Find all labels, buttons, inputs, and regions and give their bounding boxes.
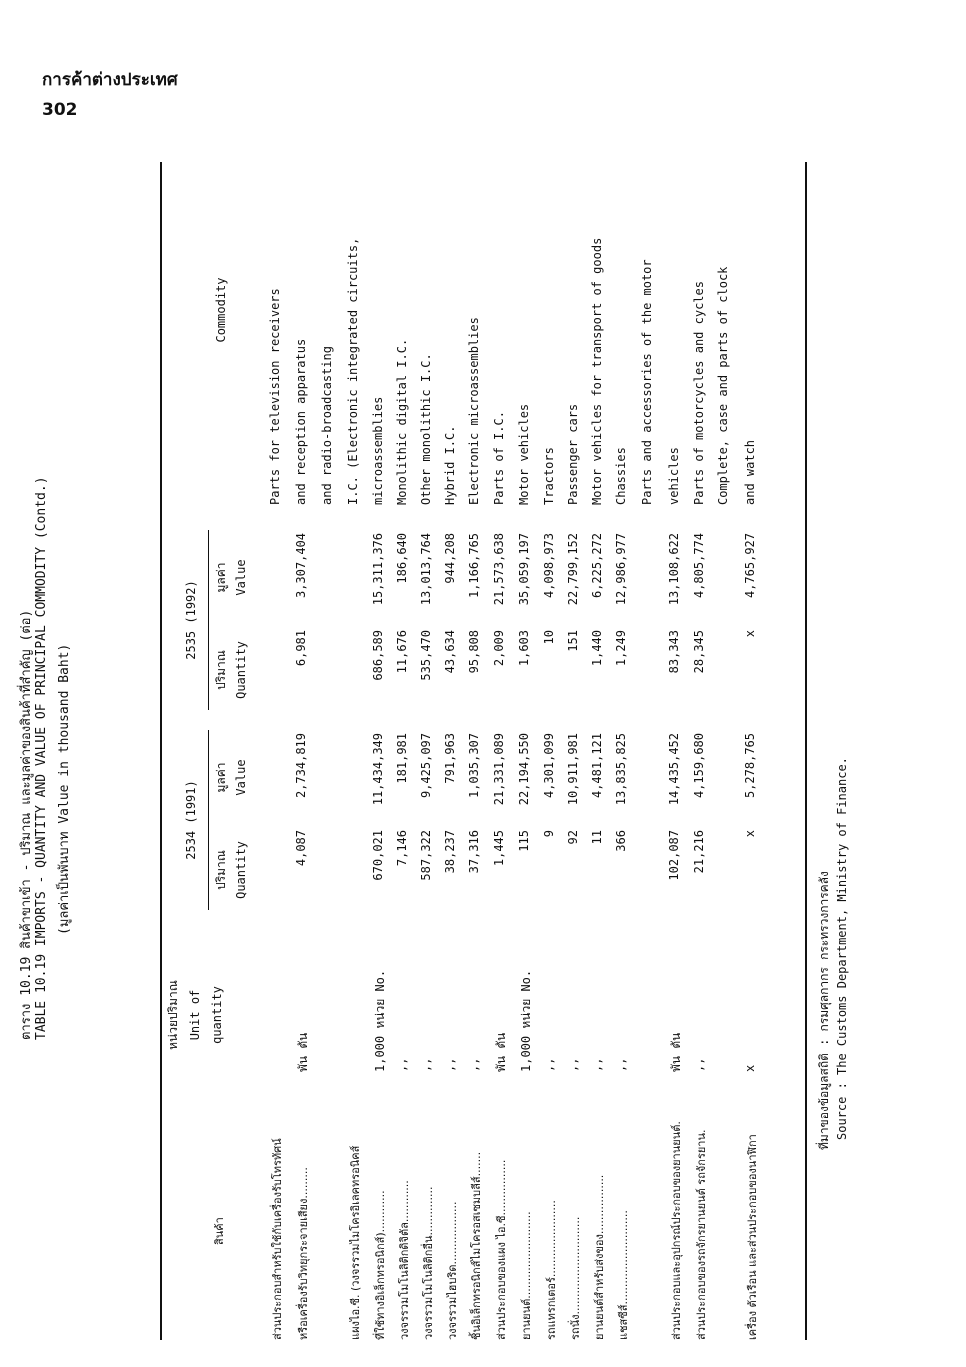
table-cell-v1: 9,425,097 xyxy=(419,733,433,799)
table-cell-th: ส่วนประกอบสำหรับใช้กับเครื่องรับโทรทัศน์ xyxy=(271,1138,284,1340)
header-unit-en2: quantity xyxy=(210,986,224,1044)
table-cell-q2: 6,981 xyxy=(294,630,308,667)
table-cell-th: รถแทรกเตอร์...................... xyxy=(545,1200,558,1340)
table-cell-unit: ,, xyxy=(419,1057,433,1072)
table-cell-unit: ,, xyxy=(395,1057,409,1072)
year-1991-rule xyxy=(208,730,209,910)
year-1992-rule xyxy=(208,530,209,710)
table-cell-v1: 4,301,099 xyxy=(542,733,556,799)
table-cell-q1: 366 xyxy=(614,830,628,852)
header-unit-en1: Unit of xyxy=(188,989,202,1041)
table-cell-v1: 10,911,981 xyxy=(566,733,580,806)
table-cell-q1: 21,216 xyxy=(692,830,706,874)
table-cell-q2: 43,634 xyxy=(443,630,457,674)
table-cell-en: Hybrid I.C. xyxy=(443,425,457,505)
table-cell-th: ยานยนต์สำหรับส่งของ................. xyxy=(593,1174,606,1340)
table-cell-th: ชิ้นอิเล็กทรอนิกส์ไมโครอสเซมบลีส์....... xyxy=(470,1151,483,1340)
table-cell-v2: 4,765,927 xyxy=(743,533,757,599)
table-cell-q1: 37,316 xyxy=(467,830,481,874)
table-cell-th: แชสซีส์........................... xyxy=(617,1210,630,1340)
table-cell-v1: 11,434,349 xyxy=(371,733,385,806)
table-cell-unit: ,, xyxy=(590,1057,604,1072)
page-number: 302 xyxy=(42,100,78,120)
table-cell-th: เครื่อง ตัวเรือน และส่วนประกอบของนาฬิกา xyxy=(746,1134,759,1340)
table-cell-en: Complete, case and parts of clock xyxy=(716,266,730,505)
table-cell-v1: 5,278,765 xyxy=(743,733,757,799)
table-cell-en: vehicles xyxy=(667,447,681,505)
table-cell-q2: 10 xyxy=(542,630,556,645)
table-cell-q2: x xyxy=(743,630,757,638)
table-cell-q1: 115 xyxy=(517,830,531,852)
header-val-en-1: Value xyxy=(234,759,248,796)
table-cell-en: I.C. (Electronic integrated circuits, xyxy=(346,237,360,505)
table-cell-q2: 151 xyxy=(566,630,580,652)
table-cell-unit: ,, xyxy=(443,1057,457,1072)
table-cell-q2: 535,470 xyxy=(419,630,433,681)
header-item: สินค้า xyxy=(213,1217,226,1245)
table-cell-q1: x xyxy=(743,830,757,838)
table-cell-unit: 1,000 หน่วย No. xyxy=(373,969,387,1072)
table-cell-v2: 944,208 xyxy=(443,533,457,584)
header-unit-th: หน่วยปริมาณ xyxy=(166,980,180,1050)
table-cell-unit: พัน ตัน xyxy=(296,1032,310,1072)
table-cell-en: Electronic microassemblies xyxy=(467,317,481,505)
table-cell-unit: ,, xyxy=(566,1057,580,1072)
table-cell-q2: 11,676 xyxy=(395,630,409,674)
table-cell-unit: พัน ตัน xyxy=(669,1032,683,1072)
table-cell-q2: 28,345 xyxy=(692,630,706,674)
table-cell-th: ที่ใช้ทางอิเล็กทรอนิกส์)............ xyxy=(374,1190,387,1340)
table-cell-unit: ,, xyxy=(467,1057,481,1072)
table-cell-v2: 13,108,622 xyxy=(667,533,681,606)
header-qty-en-2: Quantity xyxy=(234,641,248,699)
table-cell-q2: 1,603 xyxy=(517,630,531,667)
table-cell-en: Other monolithic I.C. xyxy=(419,353,433,505)
table-cell-q2: 2,009 xyxy=(492,630,506,667)
table-subtitle: (มูลค่าเป็นพันบาท Value in thousand Baht) xyxy=(57,643,72,935)
table-cell-q1: 11 xyxy=(590,830,604,845)
table-cell-v2: 21,573,638 xyxy=(492,533,506,606)
table-cell-v1: 14,435,452 xyxy=(667,733,681,806)
table-cell-q1: 4,087 xyxy=(294,830,308,867)
table-cell-en: Passenger cars xyxy=(566,403,580,505)
table-cell-q1: 670,021 xyxy=(371,830,385,881)
table-cell-v2: 15,311,376 xyxy=(371,533,385,606)
table-cell-v2: 13,013,764 xyxy=(419,533,433,606)
table-cell-q1: 7,146 xyxy=(395,830,409,867)
table-cell-v2: 22,799,152 xyxy=(566,533,580,606)
table-cell-v1: 2,734,819 xyxy=(294,733,308,799)
table-cell-unit: ,, xyxy=(542,1057,556,1072)
header-qty-en-1: Quantity xyxy=(234,841,248,899)
table-cell-v1: 22,194,550 xyxy=(517,733,531,806)
header-val-th-2: มูลค่า xyxy=(214,562,228,593)
table-cell-q2: 1,249 xyxy=(614,630,628,667)
table-top-rule xyxy=(160,162,162,1340)
table-cell-v2: 6,225,272 xyxy=(590,533,604,599)
table-cell-th: ยานยนต์......................... xyxy=(520,1211,533,1340)
table-cell-v1: 4,481,121 xyxy=(590,733,604,799)
table-cell-unit: 1,000 หน่วย No. xyxy=(519,969,533,1072)
table-cell-q1: 38,237 xyxy=(443,830,457,874)
table-bottom-rule xyxy=(805,162,807,1340)
table-cell-unit: ,, xyxy=(614,1057,628,1072)
header-commodity: Commodity xyxy=(214,277,228,343)
table-cell-en: and reception apparatus xyxy=(294,338,308,505)
table-cell-v1: 21,331,089 xyxy=(492,733,506,806)
header-year-1991: 2534 (1991) xyxy=(184,780,198,860)
table-cell-unit: x xyxy=(743,1064,757,1072)
table-cell-v2: 4,805,774 xyxy=(692,533,706,599)
table-cell-th: ส่วนประกอบของรถจักรยานยนต์ รถจักรยาน. xyxy=(695,1129,708,1340)
table-cell-en: Parts for television receivers xyxy=(268,288,282,505)
table-cell-en: Parts of I.C. xyxy=(492,411,506,505)
table-cell-v1: 791,963 xyxy=(443,733,457,784)
table-cell-th: รถนั่ง............................ xyxy=(569,1216,582,1340)
table-cell-unit: พัน ตัน xyxy=(494,1032,508,1072)
table-cell-v1: 1,035,307 xyxy=(467,733,481,799)
table-cell-q2: 686,589 xyxy=(371,630,385,681)
table-cell-th: หรือเครื่องรับวิทยุกระจายเสียง......... xyxy=(297,1167,310,1340)
table-cell-th: แผงไอ.ซี. (วงจรรวมไมโครอิเลคทรอนิคส์ xyxy=(349,1145,362,1340)
table-cell-q2: 95,808 xyxy=(467,630,481,674)
source-en: Source : The Customs Department, Ministry of Finance. xyxy=(835,757,849,1140)
rotated-table xyxy=(19,160,849,1340)
table-cell-en: Parts of motorcycles and cycles xyxy=(692,281,706,505)
table-cell-v2: 1,166,765 xyxy=(467,533,481,599)
table-cell-en: Motor vehicles xyxy=(517,403,531,505)
table-cell-q2: 1,440 xyxy=(590,630,604,667)
table-cell-v2: 12,986,977 xyxy=(614,533,628,606)
header-qty-th-2: ปริมาณ xyxy=(214,650,228,690)
table-cell-th: วงจรรวมโมโนลิติกอื่น.............. xyxy=(422,1186,435,1340)
table-cell-v2: 35,059,197 xyxy=(517,533,531,606)
table-cell-en: and watch xyxy=(743,439,757,505)
table-cell-q1: 92 xyxy=(566,830,580,845)
table-title-th: ตาราง 10.19 สินค้าขาเข้า - ปริมาณ และมูลค่าของสินค้าที่สำคัญ (ต่อ) xyxy=(19,609,34,1040)
table-cell-en: Monolithic digital I.C. xyxy=(395,338,409,505)
header-val-en-2: Value xyxy=(234,559,248,596)
section-header: การค้าต่างประเทศ xyxy=(42,70,178,90)
table-cell-v2: 4,098,973 xyxy=(542,533,556,599)
table-cell-q2: 83,343 xyxy=(667,630,681,674)
source-th: ที่มาของข้อมูลสถิติ : กรมศุลกากร กระทรวงการคลัง xyxy=(817,871,831,1150)
table-cell-th: วงจรรวมโมโนลิติกดิจิตัล............ xyxy=(398,1180,411,1340)
table-cell-th: วงจรรวมไฮบริด.................. xyxy=(446,1201,459,1340)
table-cell-q1: 9 xyxy=(542,830,556,838)
table-cell-en: Motor vehicles for transport of goods xyxy=(590,237,604,505)
table-cell-th: ส่วนประกอบและอุปกรณ์ประกอบของยานยนต์. xyxy=(670,1121,683,1340)
table-cell-v2: 3,307,404 xyxy=(294,533,308,599)
table-cell-v1: 13,835,825 xyxy=(614,733,628,806)
table-cell-unit: ,, xyxy=(692,1057,706,1072)
table-title-en: TABLE 10.19 IMPORTS - QUANTITY AND VALUE OF PRINCIPAL COMMODITY (Contd.) xyxy=(34,476,49,1040)
table-cell-en: Chassies xyxy=(614,447,628,505)
table-cell-en: and radio-broadcasting xyxy=(320,346,334,505)
table-cell-en: Parts and accessories of the motor xyxy=(640,259,654,505)
table-cell-q1: 1,445 xyxy=(492,830,506,867)
table-cell-v1: 4,159,680 xyxy=(692,733,706,799)
header-year-1992: 2535 (1992) xyxy=(184,580,198,660)
table-cell-th: ส่วนประกอบของแผง ไอ.ซี................ xyxy=(495,1159,508,1340)
table-cell-en: microassemblies xyxy=(371,396,385,505)
table-cell-v2: 186,640 xyxy=(395,533,409,584)
table-cell-q1: 102,087 xyxy=(667,830,681,881)
table-cell-en: Tractors xyxy=(542,447,556,505)
header-val-th-1: มูลค่า xyxy=(214,762,228,793)
table-cell-v1: 181,981 xyxy=(395,733,409,784)
table-cell-q1: 587,322 xyxy=(419,830,433,881)
header-qty-th-1: ปริมาณ xyxy=(214,850,228,890)
